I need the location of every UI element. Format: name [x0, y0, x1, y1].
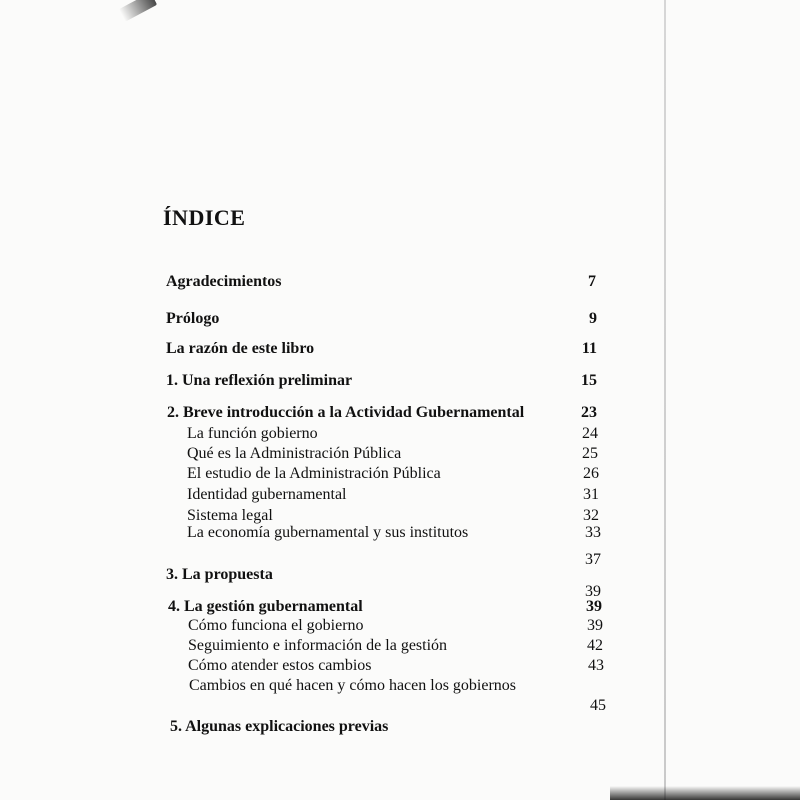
- toc-entry-label: 5. Algunas explicaciones previas: [170, 718, 389, 735]
- toc-entry-label: Cómo atender estos cambios: [188, 657, 372, 674]
- toc-entry-label: Sistema legal: [187, 507, 273, 524]
- toc-entry-page: 24: [582, 425, 598, 442]
- toc-entry-page: 37: [585, 551, 601, 568]
- toc-entry-page: 39: [586, 598, 602, 615]
- index-title: ÍNDICE: [163, 205, 246, 230]
- toc-entry-page: 7: [588, 273, 596, 290]
- toc-entry-label: La razón de este libro: [166, 340, 315, 357]
- toc-entry-label: 3. La propuesta: [166, 566, 273, 583]
- page-fold-line: [664, 0, 666, 800]
- toc-entry-page: 26: [583, 465, 599, 482]
- toc-entry-label: Qué es la Administración Pública: [187, 445, 402, 462]
- toc-entry-label: 1. Una reflexión preliminar: [166, 372, 353, 389]
- toc-entry-label: Seguimiento e información de la gestión: [188, 637, 448, 654]
- toc-entry-label: 4. La gestión gubernamental: [168, 598, 363, 615]
- toc-entry-label: Identidad gubernamental: [187, 486, 347, 503]
- toc-entry-page: 11: [581, 340, 597, 357]
- toc-entry-label: El estudio de la Administración Pública: [187, 465, 441, 482]
- toc-entry-label: Prólogo: [166, 310, 220, 327]
- toc-entry-page: 9: [589, 310, 597, 327]
- toc-entry-page: 43: [588, 657, 604, 674]
- toc-entry-label: La economía gubernamental y sus institutos: [187, 524, 469, 541]
- toc-entry-label: 2. Breve introducción a la Actividad Gubernamental: [167, 404, 525, 421]
- toc-entry-label: Agradecimientos: [166, 273, 282, 290]
- toc-entry-page: 23: [581, 404, 597, 421]
- toc-entry-page: 33: [585, 524, 601, 541]
- toc-entry-page: 15: [581, 372, 597, 389]
- toc-entry-page: 31: [583, 486, 599, 503]
- toc-entry-page: 45: [590, 697, 606, 714]
- page-corner-mark: [119, 0, 157, 22]
- toc-entry-page: 39: [585, 583, 601, 600]
- page-bottom-shadow: [610, 786, 800, 800]
- toc-entry-label: Cambios en qué hacen y cómo hacen los gobiernos: [189, 677, 517, 694]
- toc-entry-label: Cómo funciona el gobierno: [188, 617, 364, 634]
- toc-entry-page: 39: [587, 617, 603, 634]
- toc-entry-page: 32: [583, 507, 599, 524]
- toc-entry-label: La función gobierno: [187, 425, 318, 442]
- toc-entry-page: 25: [582, 445, 598, 462]
- toc-entry-page: 42: [587, 637, 603, 654]
